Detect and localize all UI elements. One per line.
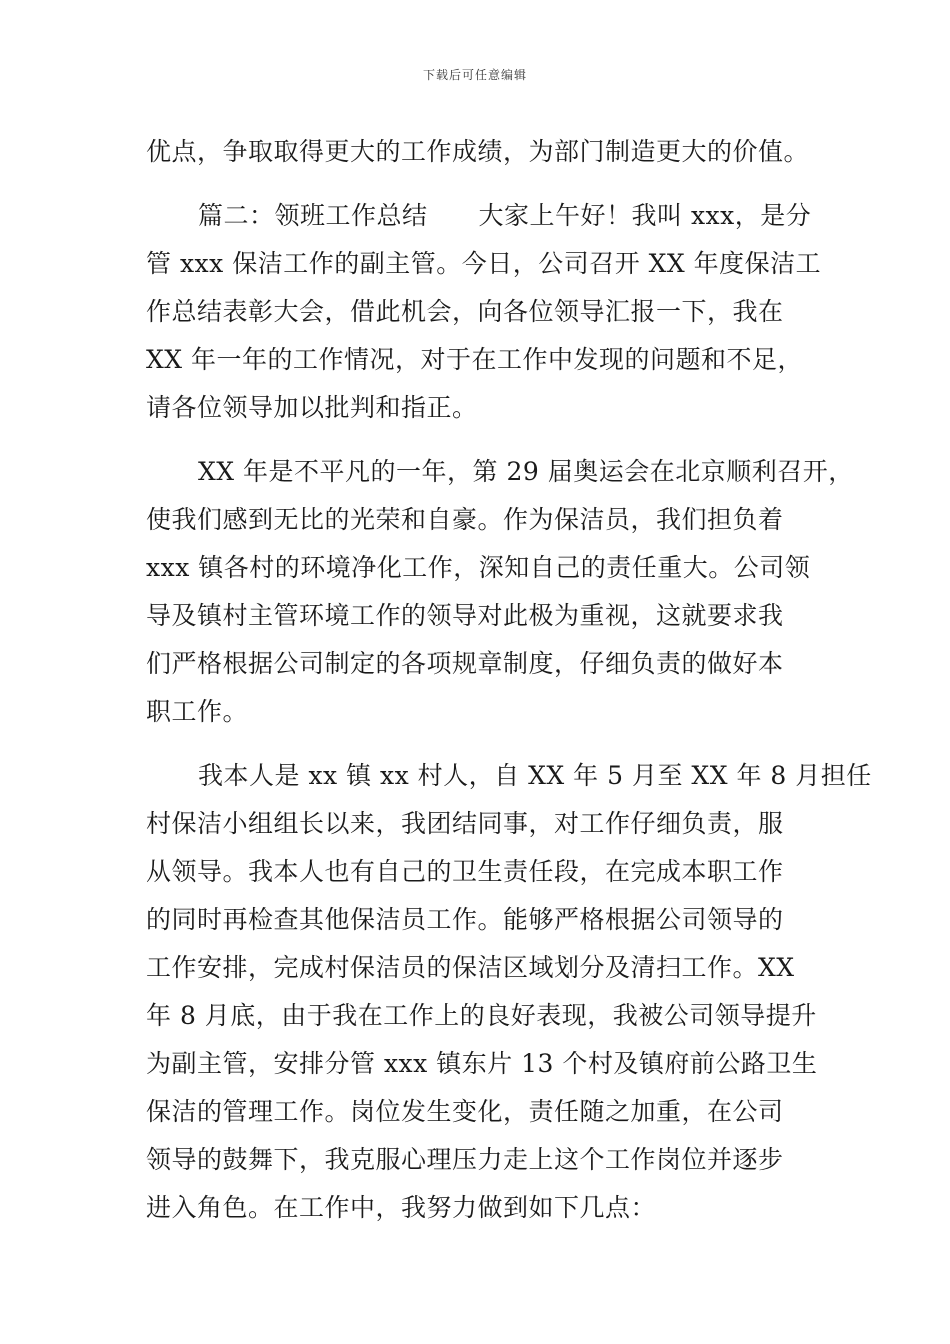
text-line: 从领导。我本人也有自己的卫生责任段，在完成本职工作 bbox=[146, 857, 784, 886]
text-line: 请各位领导加以批判和指正。 bbox=[146, 393, 478, 422]
document-body bbox=[146, 128, 872, 1232]
paragraph-gap bbox=[146, 176, 816, 192]
text-line: xxx 镇各村的环境净化工作，深知自己的责任重大。公司领 bbox=[146, 553, 811, 582]
text-line: 作总结表彰大会，借此机会，向各位领导汇报一下，我在 bbox=[146, 297, 784, 326]
text-line: 职工作。 bbox=[146, 697, 249, 726]
text-line: 村保洁小组组长以来，我团结同事，对工作仔细负责，服 bbox=[146, 809, 784, 838]
paragraph-gap bbox=[146, 432, 816, 448]
paragraph bbox=[146, 128, 816, 176]
paragraph bbox=[146, 448, 854, 736]
text-line: 使我们感到无比的光荣和自豪。作为保洁员，我们担负着 bbox=[146, 505, 784, 534]
text-line: 我本人是 xx 镇 xx 村人，自 XX 年 5 月至 XX 年 8 月担任 bbox=[198, 761, 872, 790]
paragraph bbox=[146, 752, 872, 1232]
text-line: 年 8 月底，由于我在工作上的良好表现，我被公司领导提升 bbox=[146, 1001, 817, 1030]
paragraph-gap bbox=[146, 736, 816, 752]
text-line: 的同时再检查其他保洁员工作。能够严格根据公司领导的 bbox=[146, 905, 784, 934]
text-line: 导及镇村主管环境工作的领导对此极为重视，这就要求我 bbox=[146, 601, 784, 630]
text-line: 管 xxx 保洁工作的副主管。今日，公司召开 XX 年度保洁工 bbox=[146, 249, 822, 278]
text-line: 篇二：领班工作总结 大家上午好！我叫 xxx，是分 bbox=[198, 201, 812, 230]
text-line: XX 年一年的工作情况，对于在工作中发现的问题和不足， bbox=[146, 345, 804, 374]
header-note: 下载后可任意编辑 bbox=[422, 68, 527, 82]
text-line: 为副主管，安排分管 xxx 镇东片 13 个村及镇府前公路卫生 bbox=[146, 1049, 818, 1078]
text-line: 进入角色。在工作中，我努力做到如下几点： bbox=[146, 1193, 657, 1222]
text-line: 领导的鼓舞下，我克服心理压力走上这个工作岗位并逐步 bbox=[146, 1145, 784, 1174]
text-line: 工作安排，完成村保洁员的保洁区域划分及清扫工作。XX bbox=[146, 953, 795, 982]
text-line: XX 年是不平凡的一年，第 29 届奥运会在北京顺利召开， bbox=[198, 457, 854, 486]
text-line: 们严格根据公司制定的各项规章制度，仔细负责的做好本 bbox=[146, 649, 784, 678]
text-line: 保洁的管理工作。岗位发生变化，责任随之加重，在公司 bbox=[146, 1097, 784, 1126]
paragraph bbox=[146, 192, 822, 432]
text-line: 优点，争取取得更大的工作成绩，为部门制造更大的价值。 bbox=[146, 137, 810, 166]
